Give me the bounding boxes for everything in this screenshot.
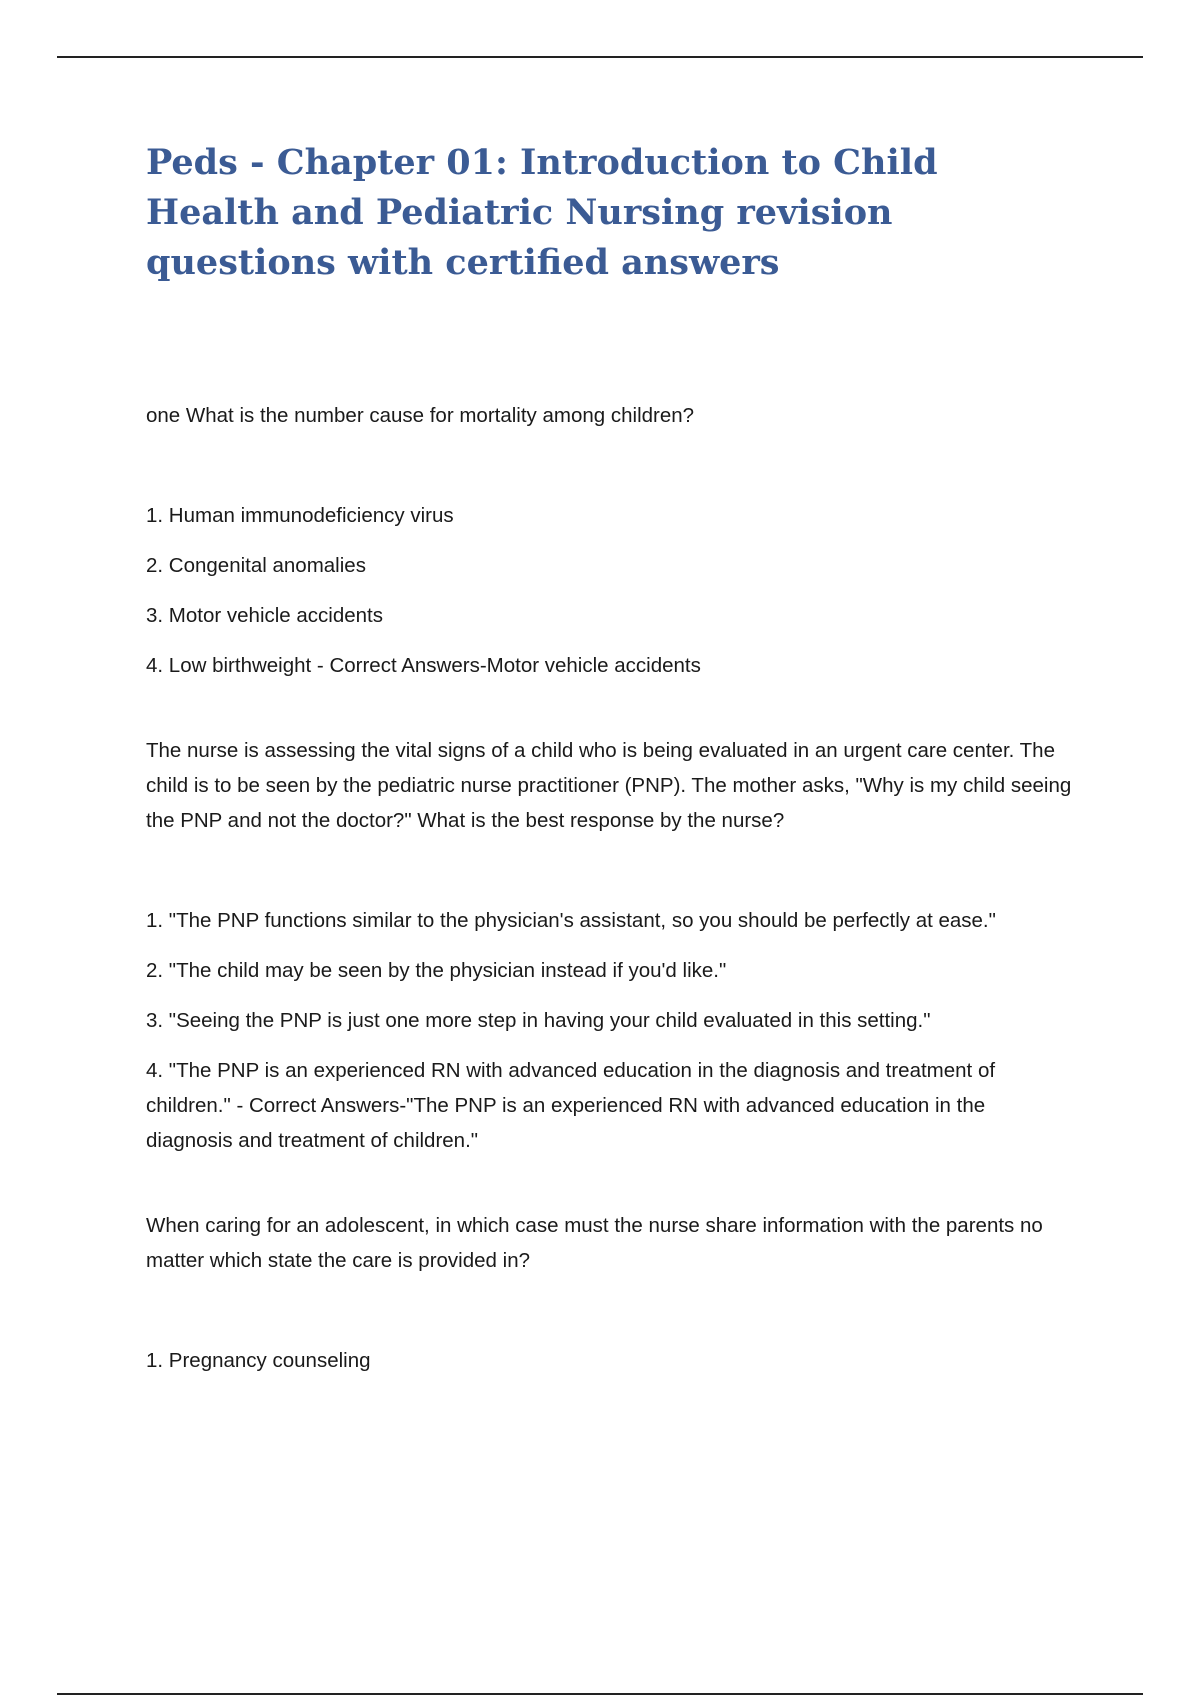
answer-option: 1. Pregnancy counseling <box>146 1349 371 1372</box>
answer-option: 3. "Seeing the PNP is just one more step in having your child evaluated in this setting." <box>146 1009 931 1032</box>
answer-option: 2. Congenital anomalies <box>146 554 366 577</box>
answer-option: 2. "The child may be seen by the physician instead if you'd like." <box>146 959 727 982</box>
answer-options <box>146 498 1076 683</box>
document-title: Peds - Chapter 01: Introduction to Child Health and Pediatric Nursing revision questions with certified answers <box>146 142 938 283</box>
answer-option: 1. "The PNP functions similar to the physician's assistant, so you should be perfectly at ease." <box>146 909 996 932</box>
answer-option: 4. Low birthweight - Correct Answers-Motor vehicle accidents <box>146 654 701 677</box>
answer-option: 4. "The PNP is an experienced RN with advanced education in the diagnosis and treatment of children." - Correct Answers-"The PNP is an experienced RN with advanced education in the diagnosis and treatment of children." <box>146 1059 996 1152</box>
bottom-rule <box>57 1693 1143 1695</box>
question-2 <box>146 733 1076 1158</box>
question-1 <box>146 398 1076 683</box>
question-3 <box>146 1208 1076 1378</box>
question-text: one What is the number cause for mortality among children? <box>146 404 695 427</box>
answer-option: 3. Motor vehicle accidents <box>146 604 384 627</box>
question-text: The nurse is assessing the vital signs of a child who is being evaluated in an urgent care center. The child is to be seen by the pediatric nurse practitioner (PNP). The mother asks, "Why is my child seeing the PNP and not the doctor?" What is the best response by the nurse? <box>146 739 1072 832</box>
answer-option: 1. Human immunodeficiency virus <box>146 504 454 527</box>
document-body <box>146 138 1076 1393</box>
answer-options <box>146 903 1076 1158</box>
question-text: When caring for an adolescent, in which case must the nurse share information with the parents no matter which state the care is provided in? <box>146 1214 1043 1272</box>
top-rule <box>57 56 1143 58</box>
answer-options <box>146 1343 1076 1378</box>
